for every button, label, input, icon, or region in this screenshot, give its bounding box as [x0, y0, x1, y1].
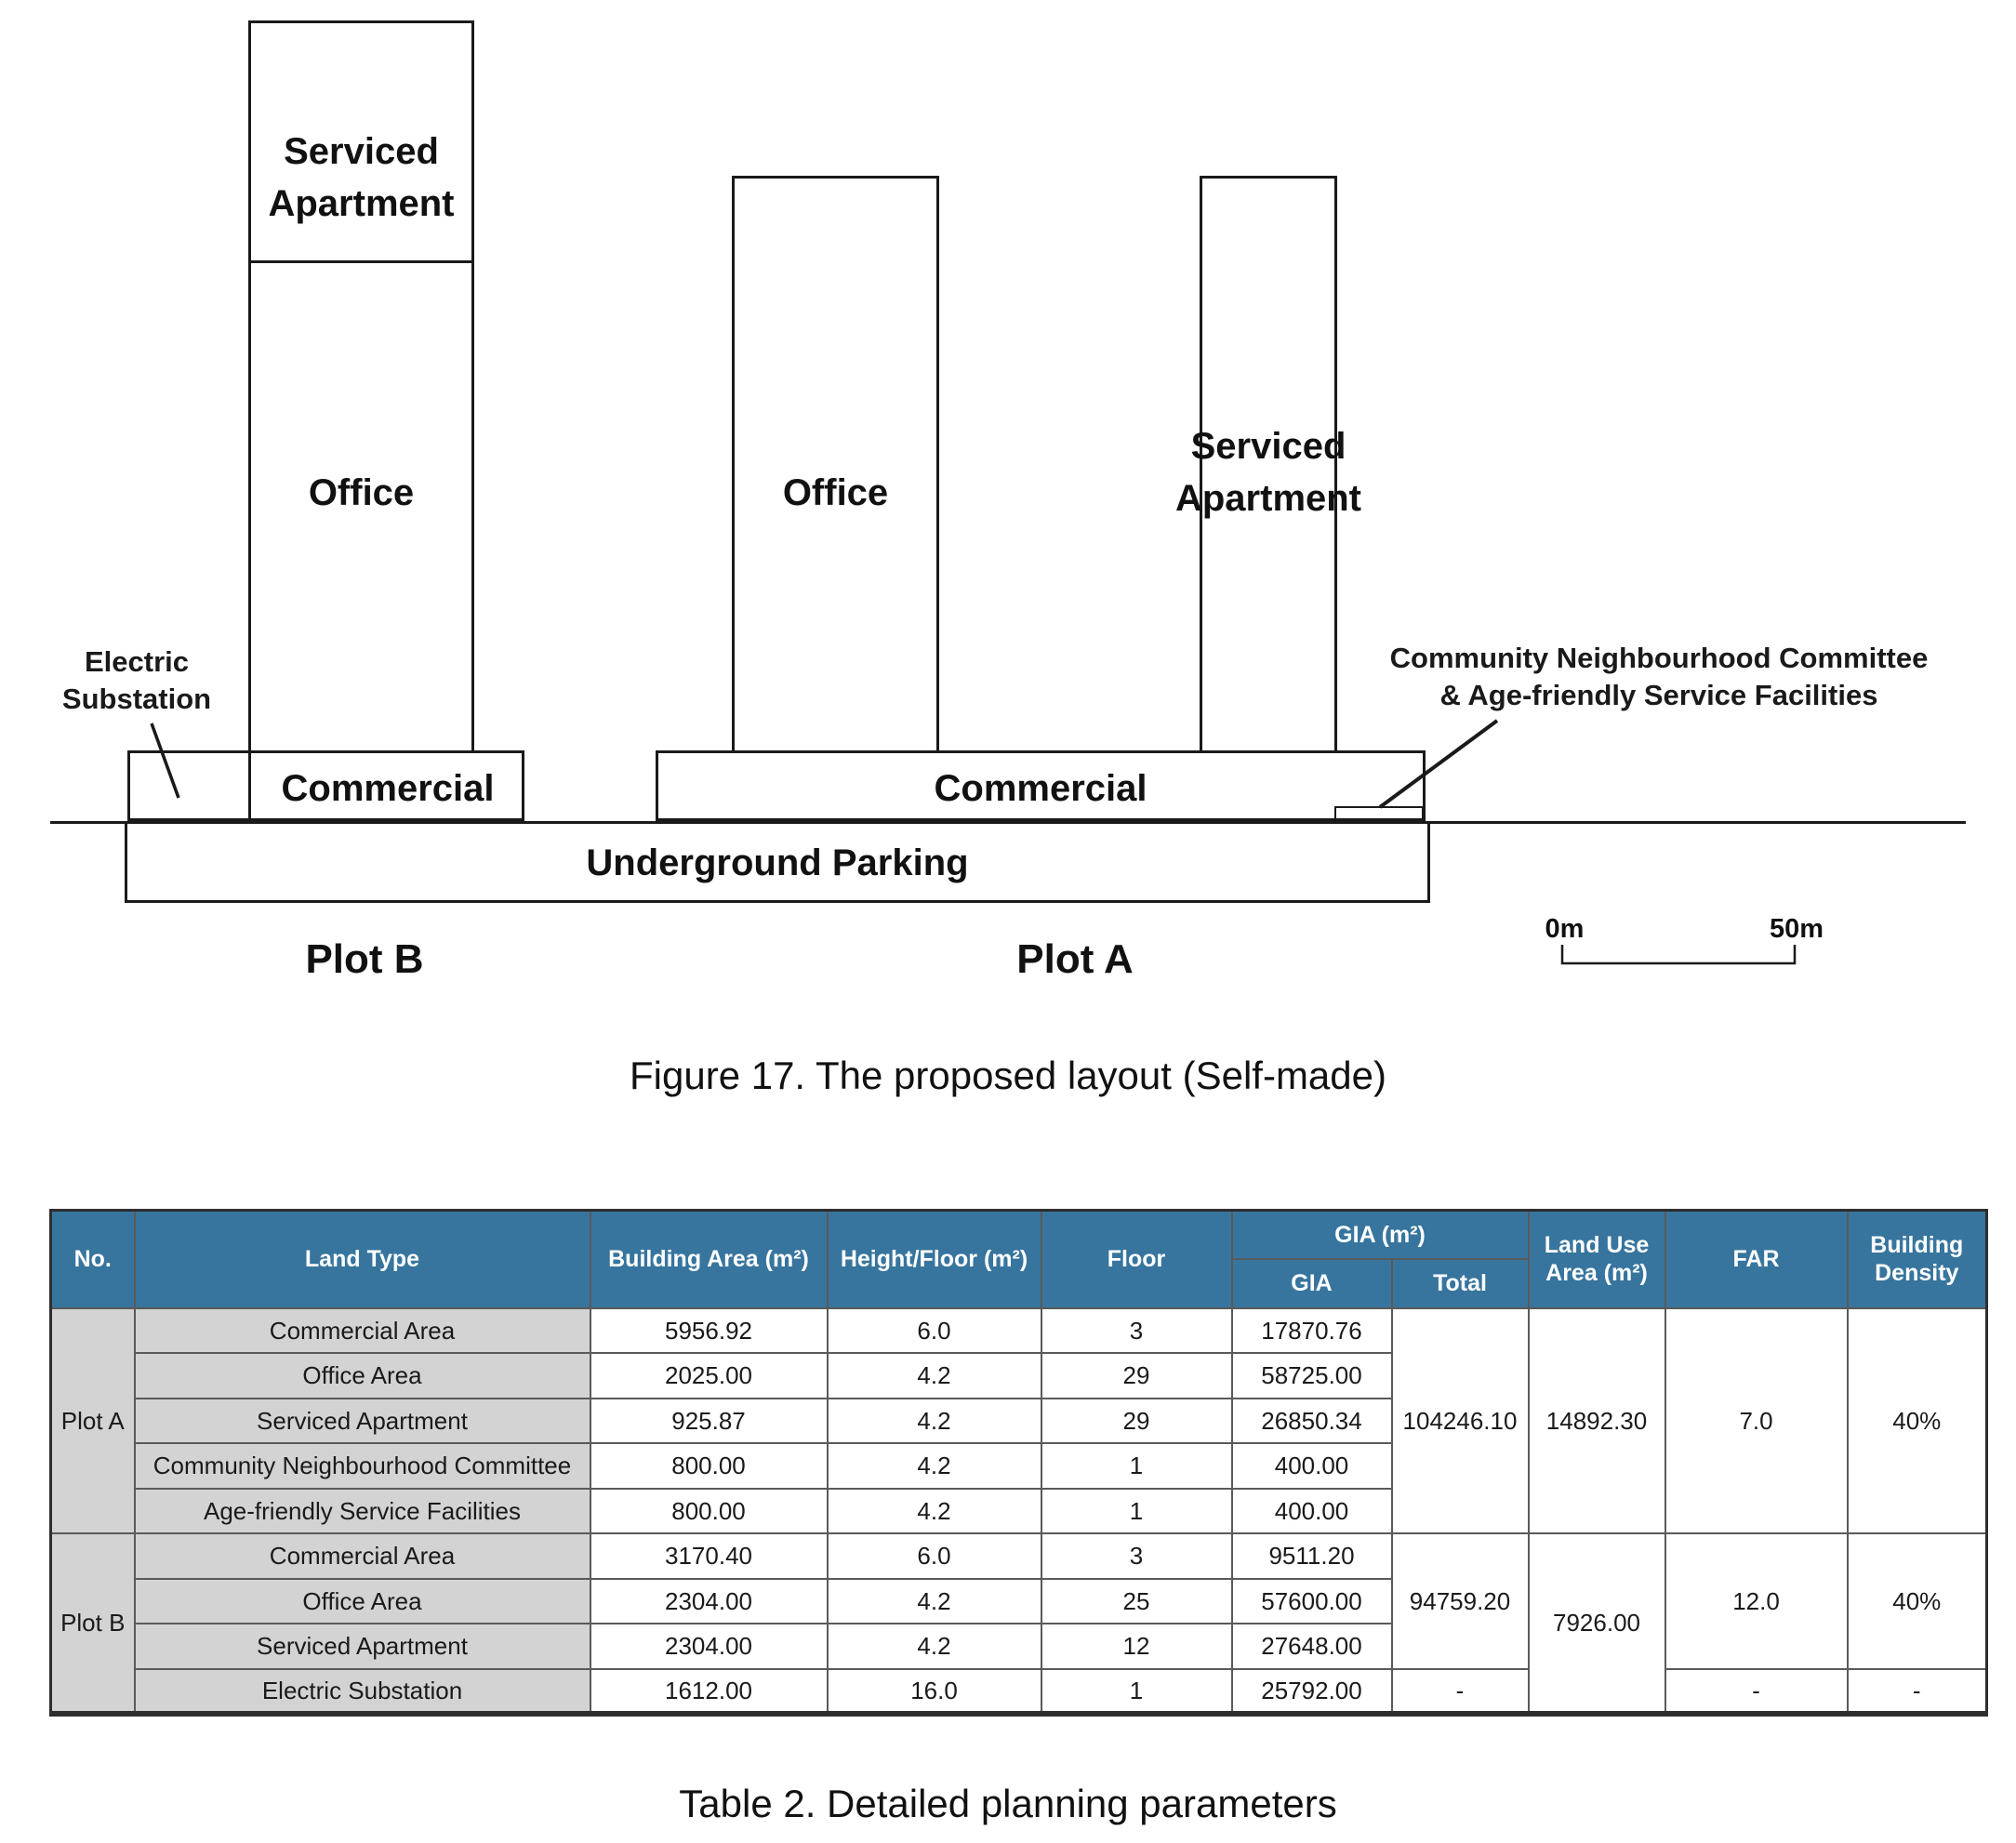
cell-floor: 25 [1041, 1579, 1232, 1624]
cell-gia: 26850.34 [1232, 1399, 1392, 1444]
cell-land-type: Serviced Apartment [135, 1399, 590, 1444]
cell-gia: 27648.00 [1232, 1624, 1392, 1669]
figure-caption: Figure 17. The proposed layout (Self-made) [630, 1054, 1386, 1097]
cell-height-floor: 4.2 [828, 1443, 1041, 1489]
cell-plot-b: Plot B [51, 1533, 135, 1714]
cell-land-type: Electric Substation [135, 1669, 590, 1715]
header-height-floor: Height/Floor (m²) [828, 1211, 1041, 1308]
cell-gia-total-plot-a: 104246.10 [1392, 1308, 1529, 1534]
electric-substation-annotation [39, 643, 234, 718]
plot-b-tower-divider [248, 260, 474, 263]
cell-gia: 58725.00 [1232, 1353, 1392, 1399]
community-annotation-line2: & Age-friendly Service Facilities [1439, 679, 1878, 711]
community-annotation-line1: Community Neighbourhood Committee [1389, 642, 1929, 674]
plot-a-label: Plot A [1016, 936, 1134, 982]
cell-building-area: 5956.92 [590, 1308, 828, 1354]
cell-height-floor: 6.0 [828, 1533, 1041, 1579]
cell-gia: 400.00 [1232, 1489, 1392, 1534]
cell-building-area: 2304.00 [590, 1579, 828, 1624]
cell-floor: 1 [1041, 1489, 1232, 1534]
cell-density-plot-a: 40% [1848, 1308, 1987, 1534]
cell-land-type: Community Neighbourhood Committee [135, 1443, 590, 1489]
cell-floor: 1 [1041, 1669, 1232, 1715]
header-gia: GIA [1232, 1259, 1392, 1308]
cell-gia: 25792.00 [1232, 1669, 1392, 1715]
header-no: No. [51, 1211, 135, 1308]
cell-height-floor: 4.2 [828, 1489, 1041, 1534]
table-row [51, 1533, 1987, 1579]
cell-gia: 9511.20 [1232, 1533, 1392, 1579]
scale-start-label: 0m [1545, 914, 1585, 944]
scale-bar-bracket [1562, 945, 1795, 963]
cell-building-area: 925.87 [590, 1399, 828, 1444]
cell-land-use-plot-a: 14892.30 [1529, 1308, 1665, 1534]
plot-b-office-label: Office [308, 472, 415, 513]
cell-plot-a: Plot A [51, 1308, 135, 1534]
cell-gia-total-substation: - [1392, 1669, 1529, 1715]
cell-height-floor: 4.2 [828, 1579, 1041, 1624]
cell-building-area: 2304.00 [590, 1624, 828, 1669]
ground-line [50, 821, 1966, 824]
cell-height-floor: 4.2 [828, 1353, 1041, 1399]
header-floor: Floor [1041, 1211, 1232, 1308]
cell-floor: 1 [1041, 1443, 1232, 1489]
plot-b-label: Plot B [305, 936, 424, 982]
header-density: Building Density [1848, 1211, 1987, 1308]
cell-land-type: Office Area [135, 1579, 590, 1624]
planning-parameters-table [49, 1209, 1988, 1717]
community-annotation [1333, 640, 1984, 714]
cell-land-type: Office Area [135, 1353, 590, 1399]
header-land-type: Land Type [135, 1211, 590, 1308]
cell-floor: 3 [1041, 1308, 1232, 1354]
underground-parking-label: Underground Parking [586, 842, 969, 883]
cell-land-type: Commercial Area [135, 1308, 590, 1354]
table-row [51, 1669, 1987, 1715]
header-building-area: Building Area (m²) [590, 1211, 828, 1308]
plot-a-commercial-label: Commercial [934, 768, 1147, 809]
cell-building-area: 1612.00 [590, 1669, 828, 1715]
table-caption: Table 2. Detailed planning parameters [679, 1782, 1337, 1825]
plot-b-serviced-apartment-label: Serviced Apartment [268, 131, 455, 224]
table-row [51, 1308, 1987, 1354]
cell-gia: 57600.00 [1232, 1579, 1392, 1624]
plot-a-serviced-apartment-label: Serviced Apartment [1174, 426, 1362, 519]
cell-gia: 17870.76 [1232, 1308, 1392, 1354]
community-facilities-box [1334, 806, 1424, 821]
cell-floor: 3 [1041, 1533, 1232, 1579]
cell-gia-total-plot-b: 94759.20 [1392, 1533, 1529, 1669]
plot-a-office-label: Office [782, 472, 889, 513]
cell-height-floor: 4.2 [828, 1399, 1041, 1444]
cell-gia: 400.00 [1232, 1443, 1392, 1489]
cell-floor: 12 [1041, 1624, 1232, 1669]
scale-end-label: 50m [1769, 914, 1824, 944]
cell-far-plot-b: 12.0 [1665, 1533, 1848, 1669]
header-gia-total: Total [1392, 1259, 1529, 1308]
cell-land-type: Commercial Area [135, 1533, 590, 1579]
cell-land-use-plot-b: 7926.00 [1529, 1533, 1665, 1714]
cell-far-plot-a: 7.0 [1665, 1308, 1848, 1534]
cell-building-area: 800.00 [590, 1443, 828, 1489]
cell-land-type: Serviced Apartment [135, 1624, 590, 1669]
cell-building-area: 800.00 [590, 1489, 828, 1534]
cell-building-area: 2025.00 [590, 1353, 828, 1399]
cell-density-plot-b: 40% [1848, 1533, 1987, 1669]
electric-substation-text: Electric Substation [61, 645, 212, 715]
cell-floor: 29 [1041, 1353, 1232, 1399]
header-land-use: Land Use Area (m²) [1529, 1211, 1665, 1308]
cell-height-floor: 16.0 [828, 1669, 1041, 1715]
cell-floor: 29 [1041, 1399, 1232, 1444]
cell-building-area: 3170.40 [590, 1533, 828, 1579]
cell-density-substation: - [1848, 1669, 1987, 1715]
cell-far-substation: - [1665, 1669, 1848, 1715]
header-row-1 [51, 1211, 1987, 1259]
cell-height-floor: 4.2 [828, 1624, 1041, 1669]
cell-land-type: Age-friendly Service Facilities [135, 1489, 590, 1534]
cell-height-floor: 6.0 [828, 1308, 1041, 1354]
plot-b-commercial-label: Commercial [281, 768, 495, 809]
header-gia-group: GIA (m²) [1232, 1211, 1529, 1259]
header-far: FAR [1665, 1211, 1848, 1308]
plot-a-office-tower [732, 176, 939, 750]
